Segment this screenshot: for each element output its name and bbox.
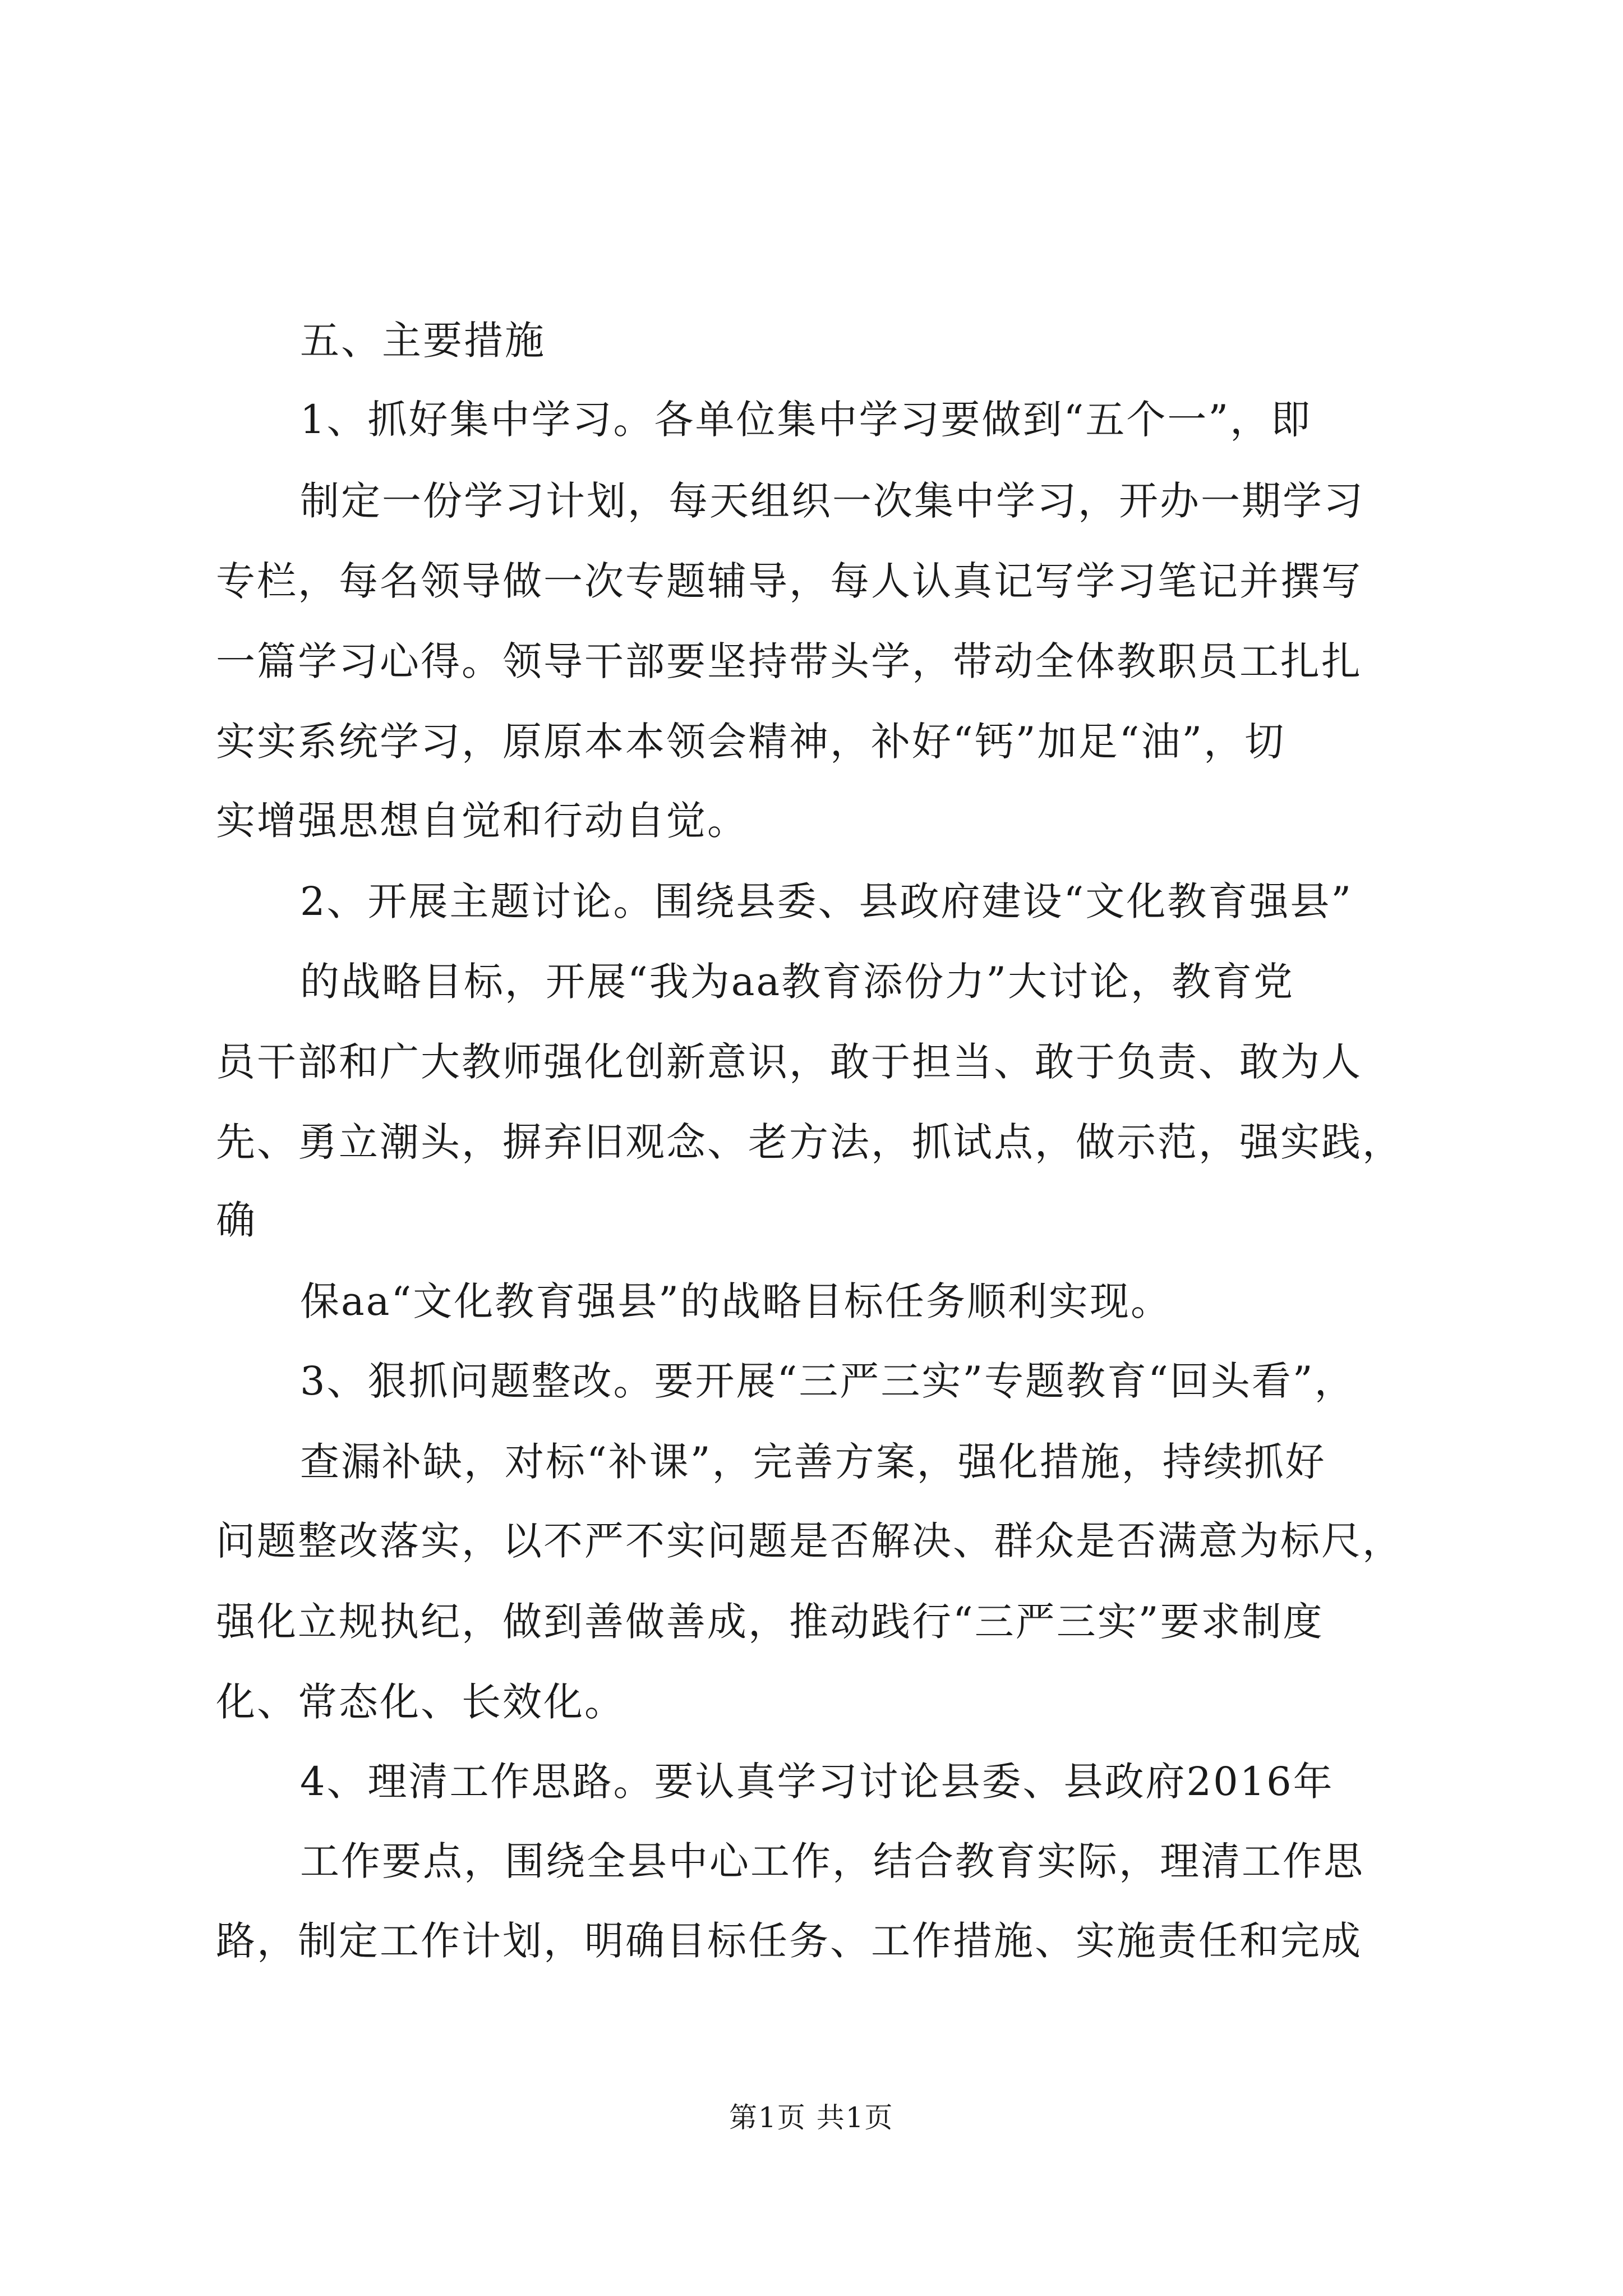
paragraph-1-line: 专栏，每名领导做一次专题辅导，每人认真记写学习笔记并撰写	[216, 558, 1362, 604]
paragraph-1-line: 一篇学习心得。领导干部要坚持带头学，带动全体教职员工扎扎	[216, 638, 1362, 684]
paragraph-2-line: 员干部和广大教师强化创新意识，敢于担当、敢于负责、敢为人	[216, 1039, 1362, 1085]
paragraph-3-line: 查漏补缺，对标“补课”，完善方案，强化措施，持续抓好	[300, 1439, 1326, 1485]
paragraph-3-line: 3、狠抓问题整改。要开展“三严三实”专题教育“回头看”，	[300, 1358, 1355, 1404]
paragraph-2-line: 的战略目标，开展“我为aa教育添份力”大讨论，教育党	[300, 959, 1295, 1005]
paragraph-1-line: 制定一份学习计划，每天组织一次集中学习，开办一期学习	[300, 478, 1364, 524]
paragraph-4-line: 路，制定工作计划，明确目标任务、工作措施、实施责任和完成	[216, 1918, 1362, 1964]
paragraph-2-line: 确	[216, 1197, 257, 1243]
paragraph-3-line: 化、常态化、长效化。	[216, 1679, 625, 1725]
paragraph-2-line: 2、开展主题讨论。围绕县委、县政府建设“文化教育强县”	[300, 878, 1353, 924]
paragraph-4-line: 工作要点，围绕全县中心工作，结合教育实际，理清工作思	[300, 1838, 1364, 1884]
paragraph-3-line: 强化立规执纪，做到善做善成，推动践行“三严三实”要求制度	[216, 1599, 1324, 1645]
paragraph-4-line: 4、理清工作思路。要认真学习讨论县委、县政府2016年	[300, 1759, 1334, 1805]
paragraph-3-line: 问题整改落实，以不严不实问题是否解决、群众是否满意为标尺，	[216, 1518, 1403, 1564]
paragraph-1-line: 实实系统学习，原原本本领会精神，补好“钙”加足“油”，切	[216, 719, 1286, 765]
paragraph-2-line: 先、勇立潮头，摒弃旧观念、老方法，抓试点，做示范，强实践，	[216, 1119, 1403, 1165]
paragraph-2-line: 保aa“文化教育强县”的战略目标任务顺利实现。	[300, 1278, 1172, 1324]
page-number-footer: 第1页 共1页	[729, 2101, 894, 2134]
paragraph-1-line: 实增强思想自觉和行动自觉。	[216, 798, 748, 844]
section-heading: 五、主要措施	[300, 318, 546, 364]
paragraph-1-line: 1、抓好集中学习。各单位集中学习要做到“五个一”，即	[300, 397, 1312, 443]
